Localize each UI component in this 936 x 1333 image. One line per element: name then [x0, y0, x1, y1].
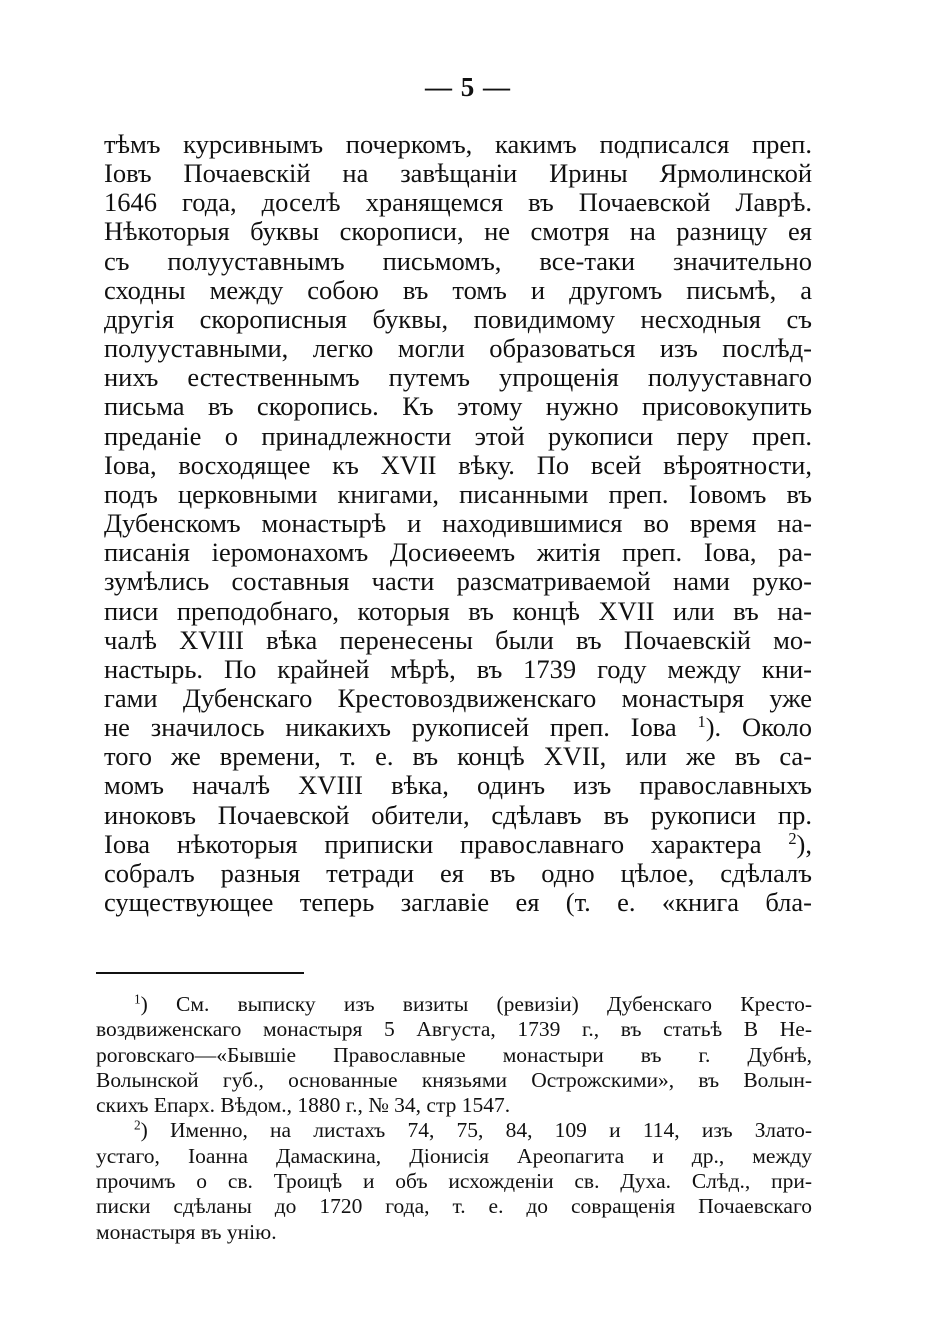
text-line: гами Дубенскаго Крестовоздвиженскаго монастыря уже [104, 682, 812, 713]
text-line: съ полууставнымъ письмомъ, все-таки значительно [104, 245, 812, 276]
text-line: нихъ естественнымъ путемъ упрощенія полууставнаго [104, 362, 812, 393]
footnote-line: монастыря въ унію. [96, 1219, 277, 1244]
text-line: зумѣлись составныя части разсматриваемой нами руко- [104, 566, 812, 597]
text-line: тѣмъ курсивнымъ почеркомъ, какимъ подписался преп. [104, 129, 812, 159]
footnote-marker: 2 [134, 1118, 141, 1134]
footnote-text: ) См. выписку изъ визиты (ревизіи) Дубенскаго Кресто- [140, 992, 812, 1016]
footnote-line: скихъ Епарх. Вѣдом., 1880 г., № 34, стр 1547. [96, 1093, 511, 1118]
page-number: — 5 — [425, 72, 511, 102]
text-line: 1646 года, доселѣ хранящемся въ Почаевской Лаврѣ. [104, 187, 812, 218]
text-fragment: Іова нѣкоторыя приписки православнаго характера [104, 828, 762, 859]
text-line: Іова, восходящее къ XVII вѣку. По всей вѣроятности, [104, 449, 812, 480]
text-line-footnote-ref [104, 830, 812, 859]
footnote-marker: 1 [134, 991, 141, 1007]
text-line: другія скорописныя буквы, повидимому несходныя съ [104, 303, 812, 334]
main-text [104, 130, 812, 917]
text-line: полууставными, легко могли образоваться изъ послѣд- [104, 333, 812, 364]
footnote-line: устаго, Іоанна Дамаскина, Діонисія Ареопагита и др., между [96, 1143, 812, 1168]
footnote-line [96, 1118, 812, 1143]
footnote-ref-2: 2 [788, 828, 797, 848]
text-line: сходны между собою въ томъ и другомъ письмѣ, а [104, 274, 812, 305]
text-line: подъ церковными книгами, писанными преп. Іовомъ въ [104, 478, 812, 509]
text-fragment: не значилось никакихъ рукописей преп. Іова [104, 712, 677, 743]
text-line: письма въ скоропись. Къ этому нужно присовокупить [104, 391, 812, 422]
footnote-2 [96, 1118, 812, 1244]
text-line: Нѣкоторыя буквы скорописи, не смотря на разницу ея [104, 216, 812, 247]
text-line: чалѣ XVIII вѣка перенесены были въ Почаевскій мо- [104, 624, 812, 655]
footnote-divider [96, 972, 304, 974]
text-line: настырь. По крайней мѣрѣ, въ 1739 году между кни- [104, 653, 812, 684]
footnote-line: воздвиженскаго монастыря 5 Августа, 1739 г., въ статьѣ В Не- [96, 1017, 812, 1042]
footnote-ref-1: 1 [697, 712, 706, 732]
footnote-line: писки сдѣланы до 1720 года, т. е. до совращенія Почаевскаго [96, 1194, 812, 1219]
footnote-line: роговскаго—«Бывшіе Православные монастыри въ г. Дубнѣ, [96, 1042, 812, 1067]
text-line: существующее теперь заглавіе ея (т. е. «книга бла- [104, 887, 812, 918]
footnote-text: ) Именно, на листахъ 74, 75, 84, 109 и 114, изъ Злато- [140, 1118, 812, 1143]
text-line: преданіе о принадлежности этой рукописи перу преп. [104, 420, 812, 451]
text-line: писи преподобнаго, которыя въ концѣ XVII или въ на- [104, 595, 812, 626]
footnote-line: прочимъ о св. Троицѣ и объ исхожденіи св. Духа. Слѣд., при- [96, 1169, 812, 1194]
text-line: Іовъ Почаевскій на завѣщаніи Ирины Ярмолинской [104, 158, 812, 189]
text-line: собралъ разныя тетради ея въ одно цѣлое, сдѣлалъ [104, 857, 812, 888]
footnote-1 [96, 992, 812, 1118]
text-fragment: ), [796, 828, 812, 859]
text-fragment: ). Около [705, 712, 812, 743]
text-line: того же времени, т. е. въ концѣ XVII, или же въ са- [104, 741, 812, 772]
text-line: Дубенскомъ монастырѣ и находившимися во время на- [104, 508, 812, 539]
text-line-footnote-ref [104, 713, 812, 742]
footnote-line [96, 992, 812, 1017]
text-line: момъ началѣ XVIII вѣка, одинъ изъ православныхъ [104, 770, 812, 801]
text-line: писанія іеромонахомъ Досиѳеемъ житія преп. Іова, ра- [104, 537, 812, 568]
footnote-line: Волынской губ., основанные князьями Острожскими», въ Волын- [96, 1067, 812, 1092]
text-line: иноковъ Почаевской обители, сдѣлавъ въ рукописи пр. [104, 799, 812, 830]
footnotes [96, 992, 812, 1245]
